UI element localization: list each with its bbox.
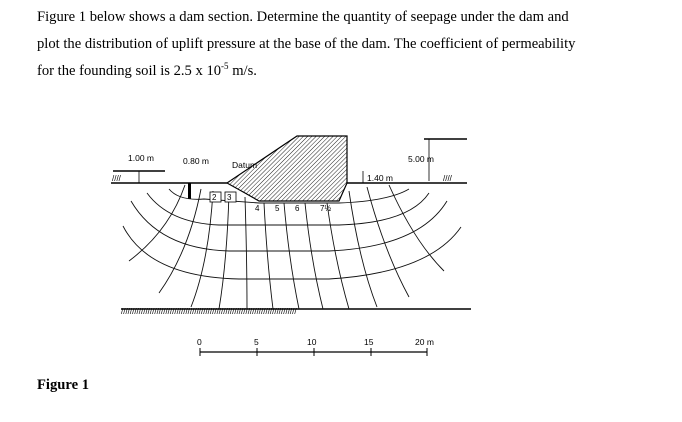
scale-tick-15: 15: [364, 337, 374, 347]
scale-tick-0: 0: [197, 337, 202, 347]
equipotential-number-4: 4: [255, 204, 260, 213]
ground-hatch-left: ////: [112, 174, 121, 183]
equipotential-line: [245, 197, 247, 309]
base-hatching: ///////////////////////////////////////////////////////////////////////////////: [121, 307, 297, 316]
dim-cutoff-depth: 0.80 m: [183, 156, 209, 166]
dam-section-figure: [109, 131, 542, 359]
equipotential-number-2: 2: [212, 193, 217, 202]
dim-downstream-head: 5.00 m: [408, 154, 434, 164]
permeability-exponent: -5: [221, 61, 229, 71]
equipotential-number-5: 5: [275, 204, 280, 213]
scale-tick-5: 5: [254, 337, 259, 347]
datum-label: Datum: [232, 160, 258, 170]
equipotential-line: [305, 203, 323, 309]
figure-caption: Figure 1: [37, 377, 90, 393]
question-line-3: for the founding soil is 2.5 x 10: [37, 63, 222, 79]
equipotential-line: [327, 203, 349, 309]
equipotential-line: [159, 189, 201, 293]
dim-step-height: 1.40 m: [367, 173, 393, 183]
question-line-1: Figure 1 below shows a dam section. Determine the quantity of seepage under the dam and: [37, 9, 569, 25]
equipotential-line: [389, 185, 444, 271]
question-line-2: plot the distribution of uplift pressure at the base of the dam. The coefficient of permeability: [37, 36, 576, 52]
question-line-3-end: m/s.: [228, 63, 257, 79]
scale-tick-20: 20 m: [415, 337, 434, 347]
flow-net-drawing: [109, 131, 542, 359]
equipotential-line: [129, 185, 185, 261]
equipotential-line: [264, 203, 273, 309]
cutoff-wall: [188, 183, 191, 199]
question-text: [37, 4, 647, 85]
flow-line-3: [131, 201, 447, 251]
equipotential-number-7: 7½: [320, 204, 332, 213]
scale-tick-10: 10: [307, 337, 317, 347]
equipotential-number-6: 6: [295, 204, 300, 213]
ground-hatch-right: ////: [443, 174, 452, 183]
equipotential-number-3: 3: [227, 193, 232, 202]
dim-upstream-head: 1.00 m: [128, 153, 154, 163]
equipotential-line: [284, 203, 299, 309]
equipotential-line: [191, 191, 213, 307]
